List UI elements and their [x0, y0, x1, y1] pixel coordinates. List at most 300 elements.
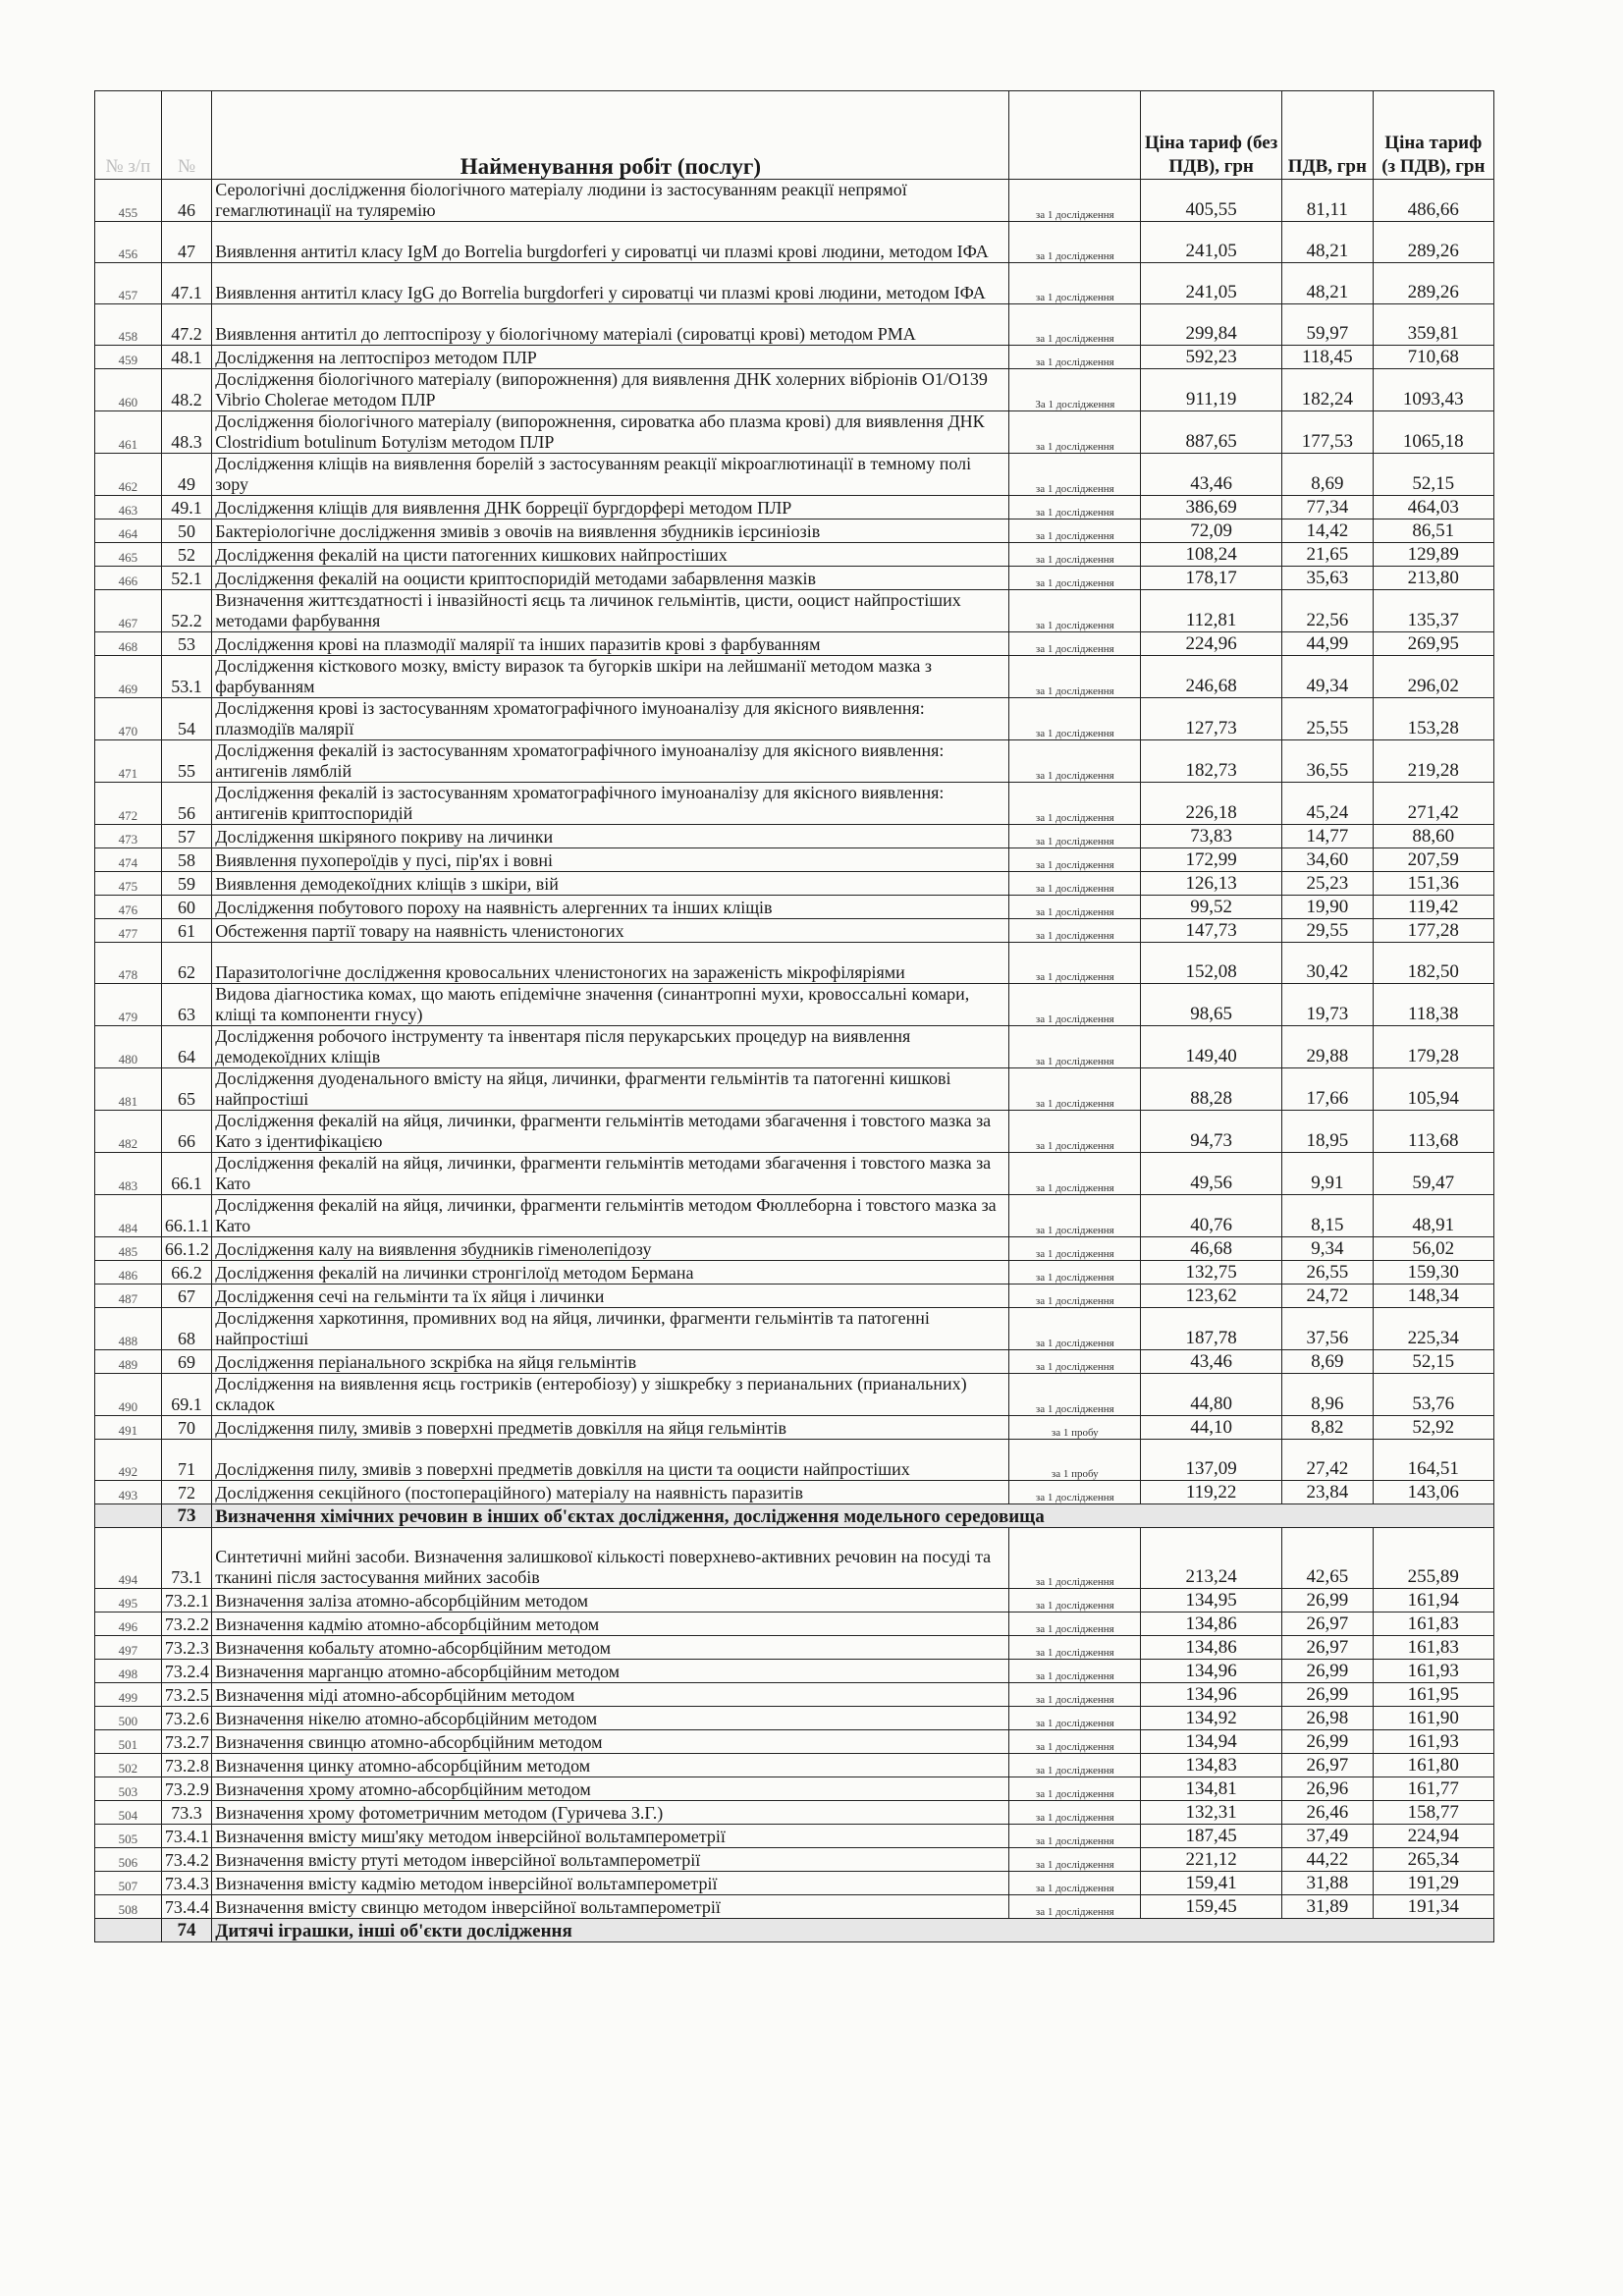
table-row: [95, 543, 1494, 567]
price-with-vat: 161,93: [1373, 1730, 1493, 1754]
item-number: 73.2.1: [161, 1589, 211, 1613]
item-number: 48.1: [161, 346, 211, 369]
vat-amount: 23,84: [1282, 1481, 1374, 1504]
vat-amount: 44,99: [1282, 632, 1374, 656]
item-number: 73.4.1: [161, 1825, 211, 1848]
service-name: Визначення нікелю атомно-абсорбційним методом: [212, 1707, 1009, 1730]
price-with-vat: 191,34: [1373, 1895, 1493, 1919]
service-name: Визначення вмісту кадмію методом інверсійної вольтамперометрії: [212, 1872, 1009, 1895]
unit-of-measure: за 1 дослідження: [1009, 304, 1141, 346]
price-with-vat: 296,02: [1373, 656, 1493, 698]
price-without-vat: 226,18: [1141, 783, 1282, 825]
row-number: 472: [95, 783, 162, 825]
item-number: 52.1: [161, 567, 211, 590]
table-row: [95, 1350, 1494, 1374]
item-number: 52.2: [161, 590, 211, 632]
item-number: 67: [161, 1285, 211, 1308]
unit-of-measure: за 1 дослідження: [1009, 1026, 1141, 1068]
price-without-vat: 108,24: [1141, 543, 1282, 567]
price-with-vat: 179,28: [1373, 1026, 1493, 1068]
price-without-vat: 134,95: [1141, 1589, 1282, 1613]
service-name: Визначення марганцю атомно-абсорбційним методом: [212, 1660, 1009, 1683]
vat-amount: 31,88: [1282, 1872, 1374, 1895]
vat-amount: 14,77: [1282, 825, 1374, 848]
unit-of-measure: за 1 дослідження: [1009, 1636, 1141, 1660]
price-with-vat: 164,51: [1373, 1440, 1493, 1481]
table-row: [95, 1707, 1494, 1730]
unit-of-measure: за 1 пробу: [1009, 1440, 1141, 1481]
vat-amount: 26,97: [1282, 1613, 1374, 1636]
service-name: Дослідження біологічного матеріалу (випорожнення) для виявлення ДНК холерних вібріонів O1/O139 Vibrio Cholerae методом ПЛР: [212, 369, 1009, 411]
vat-amount: 8,82: [1282, 1416, 1374, 1440]
unit-of-measure: за 1 дослідження: [1009, 919, 1141, 943]
vat-amount: 35,63: [1282, 567, 1374, 590]
vat-amount: 8,96: [1282, 1374, 1374, 1416]
unit-of-measure: за 1 дослідження: [1009, 263, 1141, 304]
price-without-vat: 887,65: [1141, 411, 1282, 454]
item-number: 53.1: [161, 656, 211, 698]
vat-amount: 29,55: [1282, 919, 1374, 943]
price-with-vat: 129,89: [1373, 543, 1493, 567]
item-number: 57: [161, 825, 211, 848]
item-number: 53: [161, 632, 211, 656]
table-row: [95, 1895, 1494, 1919]
price-without-vat: 187,45: [1141, 1825, 1282, 1848]
table-row: [95, 1589, 1494, 1613]
price-with-vat: 161,94: [1373, 1589, 1493, 1613]
column-header-item-number: №: [161, 91, 211, 180]
price-with-vat: 1093,43: [1373, 369, 1493, 411]
unit-of-measure: за 1 дослідження: [1009, 1111, 1141, 1153]
unit-of-measure: за 1 дослідження: [1009, 1754, 1141, 1777]
table-row: [95, 848, 1494, 872]
row-number: 507: [95, 1872, 162, 1895]
price-without-vat: 221,12: [1141, 1848, 1282, 1872]
item-number: 73.2.6: [161, 1707, 211, 1730]
price-with-vat: 158,77: [1373, 1801, 1493, 1825]
row-number: 487: [95, 1285, 162, 1308]
service-name: Дослідження пилу, змивів з поверхні предметів довкілля на яйця гельмінтів: [212, 1416, 1009, 1440]
table-row: [95, 1872, 1494, 1895]
item-number: 62: [161, 943, 211, 984]
section-number: 74: [161, 1919, 211, 1942]
vat-amount: 26,46: [1282, 1801, 1374, 1825]
unit-of-measure: за 1 дослідження: [1009, 543, 1141, 567]
price-without-vat: 134,96: [1141, 1660, 1282, 1683]
service-name: Дослідження шкіряного покриву на личинки: [212, 825, 1009, 848]
service-name: Визначення кобальту атомно-абсорбційним методом: [212, 1636, 1009, 1660]
table-row: [95, 1613, 1494, 1636]
table-body: [95, 180, 1494, 1942]
row-number: 505: [95, 1825, 162, 1848]
service-name: Визначення вмісту ртуті методом інверсійної вольтамперометрії: [212, 1848, 1009, 1872]
vat-amount: 49,34: [1282, 656, 1374, 698]
section-title: Дитячі іграшки, інші об'єкти дослідження: [212, 1919, 1494, 1942]
price-with-vat: 225,34: [1373, 1308, 1493, 1350]
item-number: 73.2.3: [161, 1636, 211, 1660]
row-number: 488: [95, 1308, 162, 1350]
price-with-vat: 359,81: [1373, 304, 1493, 346]
table-row: [95, 632, 1494, 656]
unit-of-measure: за 1 дослідження: [1009, 1777, 1141, 1801]
vat-amount: 37,49: [1282, 1825, 1374, 1848]
price-with-vat: 148,34: [1373, 1285, 1493, 1308]
service-name: Обстеження партії товару на наявність членистоногих: [212, 919, 1009, 943]
price-without-vat: 44,80: [1141, 1374, 1282, 1416]
price-without-vat: 88,28: [1141, 1068, 1282, 1111]
table-row: [95, 740, 1494, 783]
price-without-vat: 147,73: [1141, 919, 1282, 943]
price-without-vat: 134,86: [1141, 1636, 1282, 1660]
table-row: [95, 1308, 1494, 1350]
price-without-vat: 213,24: [1141, 1528, 1282, 1589]
price-with-vat: 52,15: [1373, 1350, 1493, 1374]
price-with-vat: 255,89: [1373, 1528, 1493, 1589]
unit-of-measure: за 1 дослідження: [1009, 1895, 1141, 1919]
row-number: 489: [95, 1350, 162, 1374]
table-row: [95, 1777, 1494, 1801]
item-number: 70: [161, 1416, 211, 1440]
vat-amount: 21,65: [1282, 543, 1374, 567]
service-name: Дослідження сечі на гельмінти та їх яйця і личинки: [212, 1285, 1009, 1308]
price-with-vat: 213,80: [1373, 567, 1493, 590]
item-number: 66.1: [161, 1153, 211, 1195]
row-number: 481: [95, 1068, 162, 1111]
price-with-vat: 269,95: [1373, 632, 1493, 656]
table-row: [95, 519, 1494, 543]
vat-amount: 118,45: [1282, 346, 1374, 369]
vat-amount: 182,24: [1282, 369, 1374, 411]
service-name: Визначення кадмію атомно-абсорбційним методом: [212, 1613, 1009, 1636]
item-number: 73.4.3: [161, 1872, 211, 1895]
price-without-vat: 134,83: [1141, 1754, 1282, 1777]
unit-of-measure: за 1 дослідження: [1009, 984, 1141, 1026]
item-number: 66: [161, 1111, 211, 1153]
service-name: Визначення вмісту миш'яку методом інверсійної вольтамперометрії: [212, 1825, 1009, 1848]
item-number: 73.2.4: [161, 1660, 211, 1683]
item-number: 73.2.5: [161, 1683, 211, 1707]
item-number: 65: [161, 1068, 211, 1111]
row-number: 474: [95, 848, 162, 872]
price-with-vat: 161,83: [1373, 1636, 1493, 1660]
row-number: 470: [95, 698, 162, 740]
price-with-vat: 1065,18: [1373, 411, 1493, 454]
item-number: 68: [161, 1308, 211, 1350]
price-with-vat: 151,36: [1373, 872, 1493, 896]
price-without-vat: 405,55: [1141, 180, 1282, 222]
price-without-vat: 241,05: [1141, 222, 1282, 263]
row-number: 504: [95, 1801, 162, 1825]
item-number: 48.3: [161, 411, 211, 454]
column-header-row-number: № з/п: [95, 91, 162, 180]
unit-of-measure: за 1 дослідження: [1009, 590, 1141, 632]
unit-of-measure: за 1 дослідження: [1009, 346, 1141, 369]
price-with-vat: 135,37: [1373, 590, 1493, 632]
price-with-vat: 113,68: [1373, 1111, 1493, 1153]
section-row: [95, 1504, 1494, 1528]
item-number: 73.3: [161, 1801, 211, 1825]
row-number: 508: [95, 1895, 162, 1919]
unit-of-measure: за 1 дослідження: [1009, 1308, 1141, 1350]
column-header-price-with-vat: Ціна тариф (з ПДВ), грн: [1373, 91, 1493, 180]
service-name: Виявлення антитіл класу IgG до Borrelia burgdorferi у сироватці чи плазмі крові людини, методом ІФА: [212, 263, 1009, 304]
row-number: 466: [95, 567, 162, 590]
row-number: 467: [95, 590, 162, 632]
table-row: [95, 1026, 1494, 1068]
service-name: Серологічні дослідження біологічного матеріалу людини із застосуванням реакції непрямої гемаглютинації на туляремію: [212, 180, 1009, 222]
table-row: [95, 825, 1494, 848]
price-without-vat: 43,46: [1141, 454, 1282, 496]
service-name: Визначення хрому атомно-абсорбційним методом: [212, 1777, 1009, 1801]
row-number: 494: [95, 1528, 162, 1589]
price-without-vat: 99,52: [1141, 896, 1282, 919]
price-with-vat: 88,60: [1373, 825, 1493, 848]
row-number: 455: [95, 180, 162, 222]
unit-of-measure: за 1 пробу: [1009, 1416, 1141, 1440]
row-number: 493: [95, 1481, 162, 1504]
row-number: [95, 1919, 162, 1942]
item-number: 61: [161, 919, 211, 943]
price-without-vat: 134,81: [1141, 1777, 1282, 1801]
item-number: 73.2.9: [161, 1777, 211, 1801]
vat-amount: 26,99: [1282, 1730, 1374, 1754]
price-with-vat: 219,28: [1373, 740, 1493, 783]
row-number: 477: [95, 919, 162, 943]
vat-amount: 19,90: [1282, 896, 1374, 919]
row-number: 501: [95, 1730, 162, 1754]
section-row: [95, 1919, 1494, 1942]
table-row: [95, 1440, 1494, 1481]
price-with-vat: 161,77: [1373, 1777, 1493, 1801]
unit-of-measure: за 1 дослідження: [1009, 1707, 1141, 1730]
table-row: [95, 1660, 1494, 1683]
table-row: [95, 454, 1494, 496]
vat-amount: 17,66: [1282, 1068, 1374, 1111]
table-row: [95, 1285, 1494, 1308]
row-number: 498: [95, 1660, 162, 1683]
row-number: 491: [95, 1416, 162, 1440]
table-row: [95, 1754, 1494, 1777]
price-without-vat: 132,31: [1141, 1801, 1282, 1825]
table-row: [95, 872, 1494, 896]
item-number: 66.1.2: [161, 1237, 211, 1261]
service-name: Дослідження фекалій на ооцисти криптоспоридій методами забарвлення мазків: [212, 567, 1009, 590]
vat-amount: 26,97: [1282, 1754, 1374, 1777]
unit-of-measure: за 1 дослідження: [1009, 1683, 1141, 1707]
price-without-vat: 137,09: [1141, 1440, 1282, 1481]
unit-of-measure: за 1 дослідження: [1009, 632, 1141, 656]
price-without-vat: 159,45: [1141, 1895, 1282, 1919]
row-number: 457: [95, 263, 162, 304]
price-with-vat: 161,93: [1373, 1660, 1493, 1683]
unit-of-measure: за 1 дослідження: [1009, 896, 1141, 919]
price-without-vat: 149,40: [1141, 1026, 1282, 1068]
unit-of-measure: за 1 дослідження: [1009, 740, 1141, 783]
table-row: [95, 1237, 1494, 1261]
vat-amount: 9,91: [1282, 1153, 1374, 1195]
item-number: 73.2.2: [161, 1613, 211, 1636]
unit-of-measure: за 1 дослідження: [1009, 1285, 1141, 1308]
vat-amount: 9,34: [1282, 1237, 1374, 1261]
price-without-vat: 40,76: [1141, 1195, 1282, 1237]
row-number: 506: [95, 1848, 162, 1872]
row-number: 456: [95, 222, 162, 263]
item-number: 50: [161, 519, 211, 543]
price-with-vat: 177,28: [1373, 919, 1493, 943]
table-row: [95, 1153, 1494, 1195]
row-number: 490: [95, 1374, 162, 1416]
vat-amount: 26,96: [1282, 1777, 1374, 1801]
unit-of-measure: за 1 дослідження: [1009, 1660, 1141, 1683]
vat-amount: 25,23: [1282, 872, 1374, 896]
row-number: 484: [95, 1195, 162, 1237]
service-name: Виявлення антитіл класу IgM до Borrelia burgdorferi у сироватці чи плазмі крові людини, методом ІФА: [212, 222, 1009, 263]
table-row: [95, 1730, 1494, 1754]
row-number: 502: [95, 1754, 162, 1777]
price-without-vat: 112,81: [1141, 590, 1282, 632]
service-name: Дослідження дуоденального вмісту на яйця, личинки, фрагменти гельмінтів та патогенні кишкові найпростіші: [212, 1068, 1009, 1111]
vat-amount: 30,42: [1282, 943, 1374, 984]
service-name: Виявлення антитіл до лептоспірозу у біологічному матеріалі (сироватці крові) методом РМА: [212, 304, 1009, 346]
price-without-vat: 152,08: [1141, 943, 1282, 984]
table-row: [95, 656, 1494, 698]
row-number: 462: [95, 454, 162, 496]
vat-amount: 34,60: [1282, 848, 1374, 872]
price-without-vat: 94,73: [1141, 1111, 1282, 1153]
price-with-vat: 59,47: [1373, 1153, 1493, 1195]
item-number: 54: [161, 698, 211, 740]
price-with-vat: 182,50: [1373, 943, 1493, 984]
price-with-vat: 289,26: [1373, 222, 1493, 263]
price-without-vat: 49,56: [1141, 1153, 1282, 1195]
item-number: 47: [161, 222, 211, 263]
price-with-vat: 289,26: [1373, 263, 1493, 304]
unit-of-measure: за 1 дослідження: [1009, 1801, 1141, 1825]
unit-of-measure: за 1 дослідження: [1009, 1613, 1141, 1636]
vat-amount: 26,99: [1282, 1660, 1374, 1683]
item-number: 69.1: [161, 1374, 211, 1416]
price-without-vat: 72,09: [1141, 519, 1282, 543]
table-row: [95, 180, 1494, 222]
table-row: [95, 1801, 1494, 1825]
price-with-vat: 119,42: [1373, 896, 1493, 919]
unit-of-measure: за 1 дослідження: [1009, 180, 1141, 222]
vat-amount: 45,24: [1282, 783, 1374, 825]
vat-amount: 26,55: [1282, 1261, 1374, 1285]
unit-of-measure: за 1 дослідження: [1009, 411, 1141, 454]
service-name: Дослідження фекалій на яйця, личинки, фрагменти гельмінтів методами збагачення і товстого мазка за Като: [212, 1153, 1009, 1195]
unit-of-measure: за 1 дослідження: [1009, 519, 1141, 543]
price-with-vat: 265,34: [1373, 1848, 1493, 1872]
service-name: Дослідження фекалій на яйця, личинки, фрагменти гельмінтів методом Фюллеборна і товстого мазка за Като: [212, 1195, 1009, 1237]
service-name: Виявлення демодекоїдних кліщів з шкіри, вій: [212, 872, 1009, 896]
service-name: Дослідження фекалій на яйця, личинки, фрагменти гельмінтів методами збагачення і товстого мазка за Като з ідентифікацією: [212, 1111, 1009, 1153]
vat-amount: 22,56: [1282, 590, 1374, 632]
unit-of-measure: за 1 дослідження: [1009, 1848, 1141, 1872]
table-row: [95, 1111, 1494, 1153]
service-name: Визначення свинцю атомно-абсорбційним методом: [212, 1730, 1009, 1754]
unit-of-measure: за 1 дослідження: [1009, 825, 1141, 848]
price-with-vat: 161,90: [1373, 1707, 1493, 1730]
price-list-sheet: [94, 90, 1494, 1942]
price-without-vat: 246,68: [1141, 656, 1282, 698]
row-number: 468: [95, 632, 162, 656]
vat-amount: 8,69: [1282, 1350, 1374, 1374]
column-header-price-without-vat: Ціна тариф (без ПДВ), грн: [1141, 91, 1282, 180]
vat-amount: 29,88: [1282, 1026, 1374, 1068]
section-number: 73: [161, 1504, 211, 1528]
table-row: [95, 1416, 1494, 1440]
row-number: 475: [95, 872, 162, 896]
table-row: [95, 346, 1494, 369]
vat-amount: 14,42: [1282, 519, 1374, 543]
section-title: Визначення хімічних речовин в інших об'єктах дослідження, дослідження модельного середовища: [212, 1504, 1494, 1528]
table-row: [95, 1374, 1494, 1416]
vat-amount: 27,42: [1282, 1440, 1374, 1481]
table-row: [95, 1848, 1494, 1872]
price-with-vat: 159,30: [1373, 1261, 1493, 1285]
price-with-vat: 271,42: [1373, 783, 1493, 825]
table-row: [95, 263, 1494, 304]
vat-amount: 24,72: [1282, 1285, 1374, 1308]
price-with-vat: 52,15: [1373, 454, 1493, 496]
row-number: 458: [95, 304, 162, 346]
price-with-vat: 118,38: [1373, 984, 1493, 1026]
price-without-vat: 126,13: [1141, 872, 1282, 896]
row-number: 480: [95, 1026, 162, 1068]
item-number: 47.2: [161, 304, 211, 346]
service-name: Дослідження побутового пороху на наявність алергенних та інших кліщів: [212, 896, 1009, 919]
row-number: 461: [95, 411, 162, 454]
table-row: [95, 1261, 1494, 1285]
service-name: Визначення цинку атомно-абсорбційним методом: [212, 1754, 1009, 1777]
table-row: [95, 698, 1494, 740]
vat-amount: 37,56: [1282, 1308, 1374, 1350]
row-number: 486: [95, 1261, 162, 1285]
price-without-vat: 592,23: [1141, 346, 1282, 369]
service-name: Дослідження фекалій із застосуванням хроматографічного імуноаналізу для якісного виявлення: антигенів криптоспоридій: [212, 783, 1009, 825]
item-number: 63: [161, 984, 211, 1026]
service-name: Визначення заліза атомно-абсорбційним методом: [212, 1589, 1009, 1613]
unit-of-measure: за 1 дослідження: [1009, 222, 1141, 263]
unit-of-measure: за 1 дослідження: [1009, 943, 1141, 984]
price-without-vat: 134,86: [1141, 1613, 1282, 1636]
service-name: Дослідження секційного (постопераційного) матеріалу на наявність паразитів: [212, 1481, 1009, 1504]
service-name: Визначення хрому фотометричним методом (Гуричева З.Г.): [212, 1801, 1009, 1825]
price-without-vat: 386,69: [1141, 496, 1282, 519]
unit-of-measure: за 1 дослідження: [1009, 1872, 1141, 1895]
price-without-vat: 134,96: [1141, 1683, 1282, 1707]
service-name: Дослідження фекалій на личинки стронгілоїд методом Бермана: [212, 1261, 1009, 1285]
item-number: 64: [161, 1026, 211, 1068]
row-number: 465: [95, 543, 162, 567]
price-with-vat: 143,06: [1373, 1481, 1493, 1504]
price-with-vat: 710,68: [1373, 346, 1493, 369]
column-header-unit: [1009, 91, 1141, 180]
row-number: 483: [95, 1153, 162, 1195]
price-without-vat: 134,92: [1141, 1707, 1282, 1730]
service-name: Виявлення пухопероїдів у пусі, пір'ях і вовні: [212, 848, 1009, 872]
price-without-vat: 134,94: [1141, 1730, 1282, 1754]
unit-of-measure: за 1 дослідження: [1009, 496, 1141, 519]
price-with-vat: 464,03: [1373, 496, 1493, 519]
vat-amount: 31,89: [1282, 1895, 1374, 1919]
row-number: 460: [95, 369, 162, 411]
service-name: Дослідження на лептоспіроз методом ПЛР: [212, 346, 1009, 369]
price-without-vat: 911,19: [1141, 369, 1282, 411]
item-number: 48.2: [161, 369, 211, 411]
price-without-vat: 98,65: [1141, 984, 1282, 1026]
